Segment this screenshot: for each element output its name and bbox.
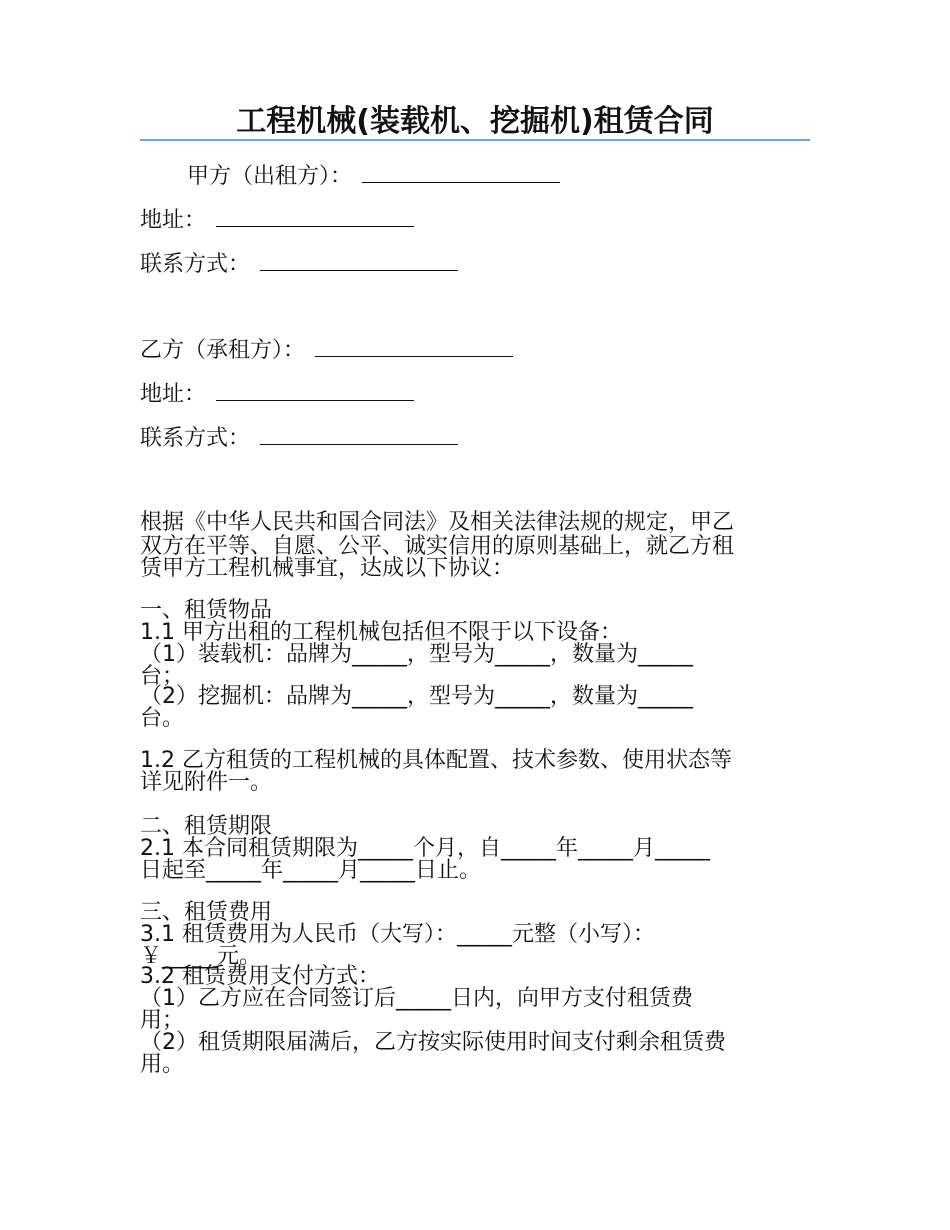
- party-b-address-row: [140, 380, 414, 408]
- party-b-contact-label: 联系方式：: [140, 426, 251, 451]
- preamble-line: 根据《中华人民共和国合同法》及相关法律法规的规定，甲乙: [140, 510, 735, 535]
- clause-3-1-end: ￥_____元。: [140, 944, 262, 969]
- party-b-address-blank: [216, 380, 414, 401]
- clause-1-1: 1.1 甲方出租的工程机械包括但不限于以下设备：: [140, 620, 622, 645]
- party-b-heading: 乙方（承租方）：: [140, 338, 306, 363]
- party-a-address-blank: [216, 206, 414, 227]
- party-a-contact-row: [140, 250, 458, 278]
- clause-1-2: 1.2 乙方租赁的工程机械的具体配置、技术参数、使用状态等: [140, 748, 732, 773]
- party-b-contact-row: [140, 424, 458, 452]
- loader-line: （1）装载机：品牌为_____，型号为_____，数量为_____: [140, 642, 693, 667]
- party-a-contact-blank: [260, 250, 458, 271]
- party-a-address-label: 地址：: [140, 208, 207, 233]
- excavator-line-end: 台。: [140, 706, 185, 731]
- party-b-row: [140, 336, 513, 364]
- preamble-line: 双方在平等、自愿、公平、诚实信用的原则基础上，就乙方租: [140, 534, 735, 559]
- section-2-heading: 二、租赁期限: [140, 814, 273, 839]
- party-a-heading: 甲方（出租方）：: [187, 164, 353, 189]
- clause-3-2: 3.2 租赁费用支付方式：: [140, 964, 380, 989]
- document-title: 工程机械(装载机、挖掘机)租赁合同: [236, 104, 714, 139]
- party-a-address-row: [140, 206, 414, 234]
- party-a-name-blank: [362, 162, 560, 183]
- section-3-heading: 三、租赁费用: [140, 900, 273, 925]
- clause-3-1: 3.1 租赁费用为人民币（大写）：_____元整（小写）：: [140, 922, 655, 947]
- party-b-name-blank: [315, 336, 513, 357]
- party-b-contact-blank: [260, 424, 458, 445]
- section-1-heading: 一、租赁物品: [140, 598, 273, 623]
- excavator-line: （2）挖掘机：品牌为_____，型号为_____，数量为_____: [140, 684, 693, 709]
- loader-line-end: 台；: [140, 664, 185, 689]
- party-b-address-label: 地址：: [140, 382, 207, 407]
- payment-term-2: （2）租赁期限届满后，乙方按实际使用时间支付剩余租赁费: [140, 1030, 726, 1055]
- title-divider: [140, 139, 810, 141]
- clause-1-2-end: 详见附件一。: [140, 770, 273, 795]
- payment-term-1: （1）乙方应在合同签订后_____日内，向甲方支付租赁费: [140, 986, 693, 1011]
- payment-term-2-end: 用。: [140, 1052, 185, 1077]
- clause-2-1-end: 日起至_____年_____月_____日止。: [140, 858, 482, 883]
- payment-term-1-end: 用；: [140, 1008, 185, 1033]
- clause-2-1: 2.1 本合同租赁期限为_____个月，自_____年_____月_____: [140, 836, 710, 861]
- party-a-row: [187, 162, 560, 190]
- party-a-contact-label: 联系方式：: [140, 252, 251, 277]
- preamble-line: 赁甲方工程机械事宜，达成以下协议：: [140, 556, 515, 581]
